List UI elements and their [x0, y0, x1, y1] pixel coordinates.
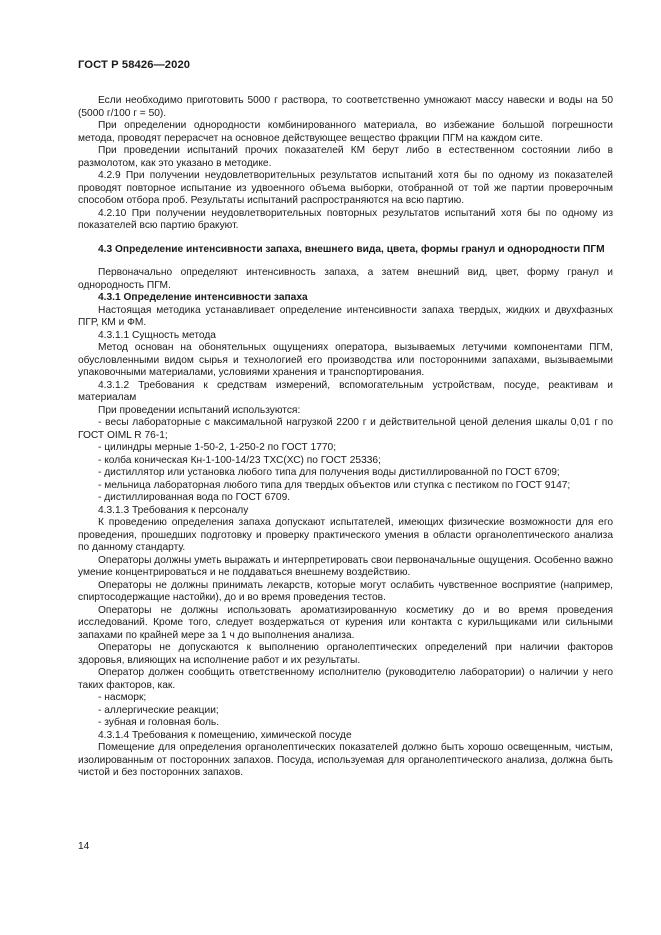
list-item: - мельница лабораторная любого типа для твердых объектов или ступка с пестиком по ГОСТ 9147;	[98, 479, 571, 491]
paragraph: Первоначально определяют интенсивность запаха, а затем внешний вид, цвет, форму гранул и однородность ПГМ.	[78, 267, 613, 291]
subsection-heading-4-3-1: 4.3.1 Определение интенсивности запаха	[98, 292, 308, 303]
section-heading-4-3: 4.3 Определение интенсивности запаха, внешнего вида, цвета, формы гранул и однородности ПГМ	[98, 243, 605, 255]
paragraph: Настоящая методика устанавливает определение интенсивности запаха твердых, жидких и двухфазных ПГР, КМ и ФМ.	[78, 304, 613, 328]
list-item: - весы лабораторные с максимальной нагрузкой 2200 г и действительной ценой деления шкалы 0,01 г по ГОСТ OIML R 76-1;	[78, 417, 613, 441]
paragraph: Операторы не должны принимать лекарств, которые могут ослабить чувственное восприятие (например, спиртосодержащие настойки), до и во время проведения тестов.	[78, 579, 613, 603]
document-body	[78, 95, 613, 780]
paragraph: К проведению определения запаха допускают испытателей, имеющих физические возможности для его проведения, прошедших подготовку и проверку практического умения в области органолептического анализа по данному стандарту.	[78, 517, 613, 553]
paragraph: Операторы не допускаются к выполнению органолептических определений при наличии факторов здоровья, влияющих на исполнение работ и их результаты.	[78, 642, 613, 666]
list-item: - зубная и головная боль.	[98, 717, 220, 728]
paragraph: При проведении испытаний прочих показателей КМ берут либо в естественном состоянии либо в размолотом, как это указано в методике.	[78, 145, 613, 169]
list-item: - цилиндры мерные 1-50-2, 1-250-2 по ГОСТ 1770;	[98, 442, 337, 453]
paragraph: Операторы не должны использовать ароматизированную косметику до и во время проведения исследований. Кроме того, следует воздержаться от курения или контакта с курильщиками или сильными запахами по крайней мере за 1 ч до выполнения анализа.	[78, 604, 613, 641]
clause-heading-4-3-1-1: 4.3.1.1 Сущность метода	[98, 329, 216, 341]
paragraph: При определении однородности комбинированного материала, во избежание большой погрешности метода, проводят перерасчет на основное действующее вещество фракции ПГМ на каждом сите.	[78, 120, 613, 144]
paragraph: Помещение для определения органолептических показателей должно быть хорошо освещенным, чистым, изолированным от посторонних запахов. Посуда, используемая для органолептического анализа, должна быть чистой и без посторонних запахов.	[78, 742, 613, 778]
paragraph: При проведении испытаний используются:	[98, 404, 301, 416]
paragraph: Операторы должны уметь выражать и интерпретировать свои первоначальные ощущения. Особенно важно умение концентрироваться и не поддаваться внешнему воздействию.	[78, 554, 613, 578]
paragraph: Если необходимо приготовить 5000 г раствора, то соответственно умножают массу навески и воды на 50 (5000 г/100 г = 50).	[78, 95, 613, 119]
paragraph: Метод основан на обонятельных ощущениях оператора, вызываемых летучими компонентами ПГМ, обусловленными видом сырья и технологией его производства или посторонними запахами, вызываемыми упаковочными материалами, условиями хранения и транспортирования.	[78, 342, 613, 378]
clause-4-2-10: 4.2.10 При получении неудовлетворительных повторных результатов испытаний хотя бы по одному из показателей всю партию бракуют.	[78, 207, 613, 231]
page-header-standard-number: ГОСТ Р 58426—2020	[78, 59, 191, 71]
list-item: - дистиллированная вода по ГОСТ 6709.	[98, 492, 291, 503]
paragraph: Оператор должен сообщить ответственному исполнителю (руководителю лаборатории) о наличии у него таких факторов, как.	[78, 667, 613, 691]
clause-heading-4-3-1-2: 4.3.1.2 Требования к средствам измерений, вспомогательным устройствам, посуде, реактивам и материалам	[78, 379, 613, 403]
list-item: - аллергические реакции;	[98, 704, 219, 716]
list-item: - колба коническая Кн-1-100-14/23 ТХС(ХС) по ГОСТ 25336;	[98, 454, 381, 466]
clause-heading-4-3-1-4: 4.3.1.4 Требования к помещению, химической посуде	[98, 729, 352, 741]
clause-heading-4-3-1-3: 4.3.1.3 Требования к персоналу	[98, 504, 249, 516]
list-item: - дистиллятор или установка любого типа для получения воды дистиллированной по ГОСТ 6709;	[98, 467, 560, 478]
page-number: 14	[78, 841, 90, 852]
list-item: - насморк;	[98, 692, 147, 703]
clause-4-2-9: 4.2.9 При получении неудовлетворительных результатов испытаний хотя бы по одному из показателей проводят повторное испытание из удвоенного объема выборки, отобранной от той же партии проверочным способом отбора проб. Результаты испытаний распространяются на всю партию.	[78, 170, 613, 206]
